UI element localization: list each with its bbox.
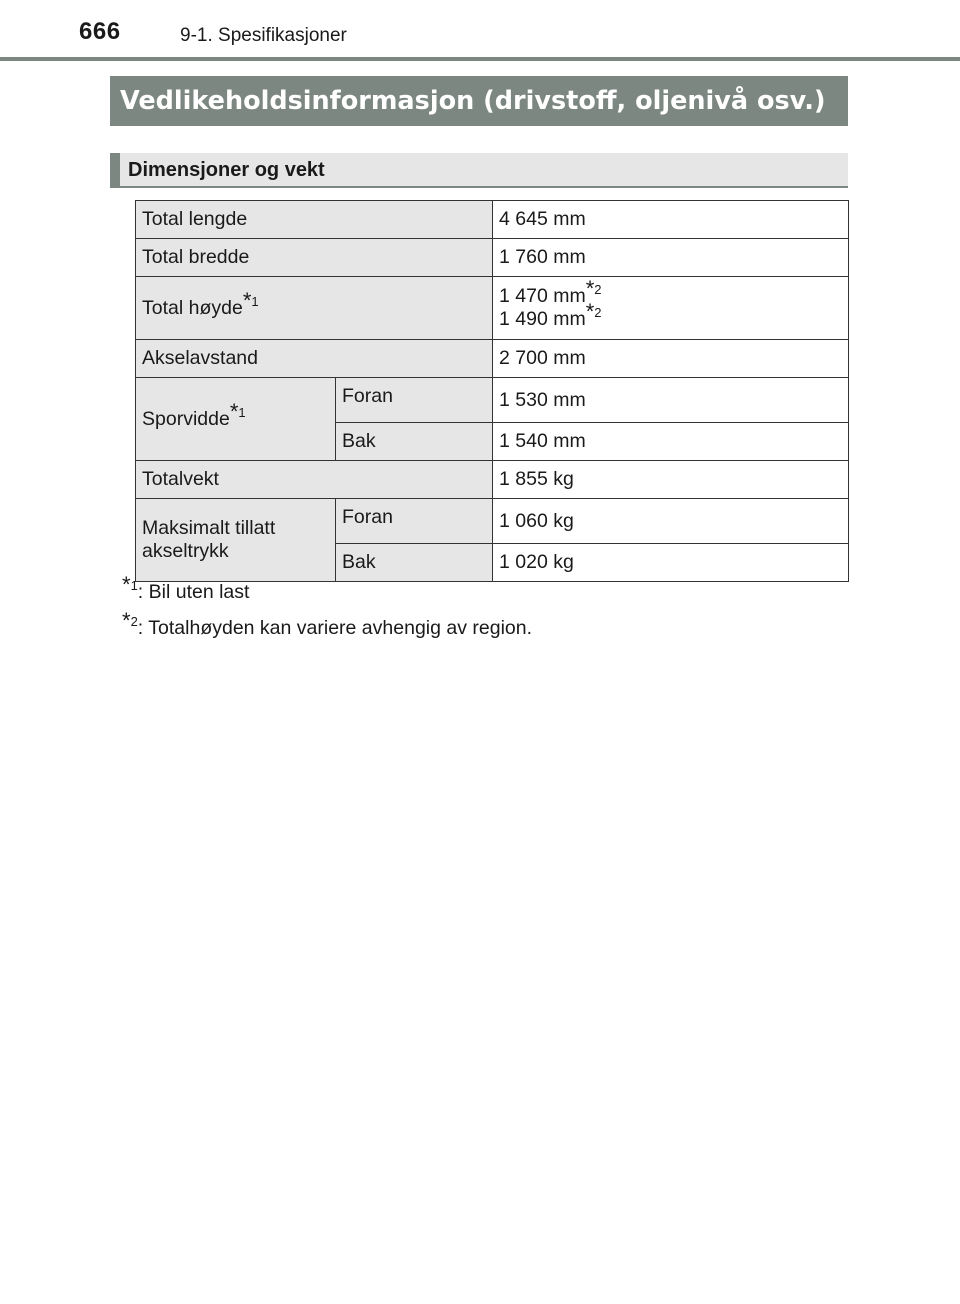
footnote-number: 2 [594,305,602,320]
footnote [122,572,250,604]
footnote-number: 2 [130,614,138,629]
row-label-text: Total høyde [142,296,243,319]
table-row [136,461,849,499]
row-label-line: Maksimalt tillatt [142,517,276,539]
row-label-line: akseltrykk [142,540,229,562]
header-divider [0,57,960,61]
dimensions-table [135,200,849,582]
footnote-number: 2 [594,282,602,297]
footnote-asterisk: * [229,398,239,424]
row-label [136,277,493,340]
row-value: 1 530 mm [493,378,849,423]
footnote [122,608,533,640]
row-value: 1 855 kg [493,461,849,499]
footnote-asterisk: * [585,276,595,301]
table-row [136,499,849,544]
page-number: 666 [79,18,121,45]
row-sublabel: Foran [336,499,493,544]
footnote-asterisk: * [242,287,252,313]
footnote-number: 1 [130,578,138,593]
footnote-asterisk: * [122,608,131,633]
row-value: 4 645 mm [493,201,849,239]
footnote-text: : Totalhøyden kan variere avhengig av region. [137,617,533,639]
table-row [136,239,849,277]
table-row [136,201,849,239]
row-value: 1 020 kg [493,544,849,582]
section-title: Vedlikeholdsinformasjon (drivstoff, oljenivå osv.) [110,76,848,126]
row-sublabel: Foran [336,378,493,423]
table-row [136,277,849,340]
row-sublabel: Bak [336,544,493,582]
row-value: 2 700 mm [493,340,849,378]
table-row [136,378,849,423]
page-header [0,0,960,60]
row-value: 1 760 mm [493,239,849,277]
row-label [136,378,336,461]
row-value: 1 060 kg [493,499,849,544]
footnote-text: : Bil uten last [137,581,250,603]
row-label [136,499,336,582]
row-sublabel: Bak [336,423,493,461]
footnote-asterisk: * [585,299,595,324]
table-row [136,340,849,378]
subsection-title: Dimensjoner og vekt [110,153,848,188]
footnote-asterisk: * [122,572,131,597]
row-label: Akselavstand [136,340,493,378]
height-value: 1 490 mm [499,308,586,330]
chapter-title: 9-1. Spesifikasjoner [180,25,347,46]
row-label: Total bredde [136,239,493,277]
footnote-number: 1 [238,404,246,420]
row-value: 1 540 mm [493,423,849,461]
row-label: Total lengde [136,201,493,239]
row-label-text: Sporvidde [142,407,230,430]
footnote-number: 1 [251,293,259,309]
row-label: Totalvekt [136,461,493,499]
row-value [493,277,849,340]
height-value: 1 470 mm [499,285,586,307]
